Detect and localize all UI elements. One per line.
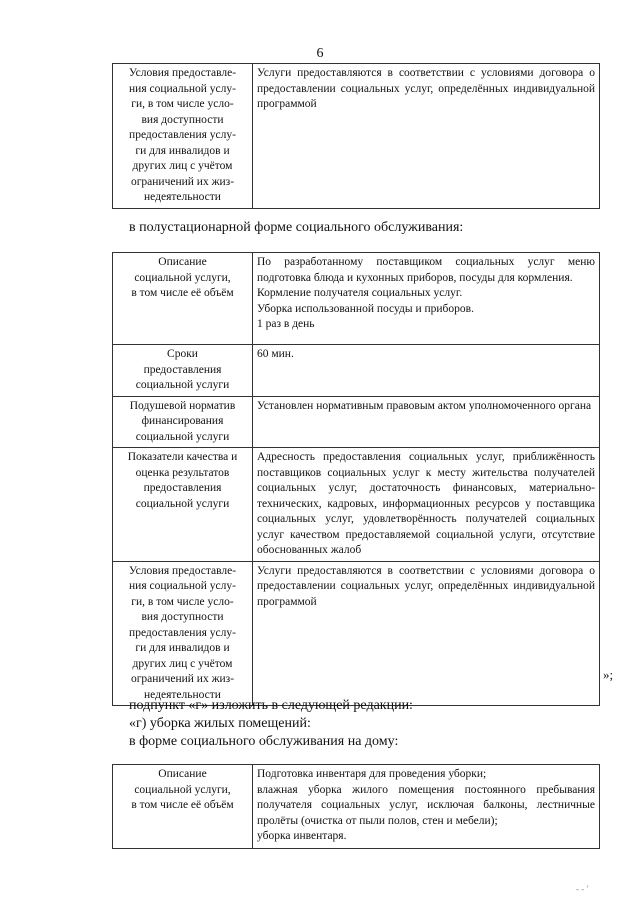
description-line: уборка инвентаря. [257, 830, 347, 842]
label-line: Сроки [167, 348, 198, 360]
label-line: Описание [158, 768, 207, 780]
label-line: других лиц с учётом [132, 160, 233, 172]
terms-label [113, 345, 253, 397]
table-row [113, 345, 600, 397]
label-line: ги, в том числе усло- [131, 98, 234, 110]
conditions-label [113, 561, 253, 706]
description-line: Подготовка инвентаря для проведения уборки; [257, 768, 487, 780]
quality-label [113, 448, 253, 562]
label-line: финансирования [141, 415, 224, 427]
terms-value: 60 мин. [253, 345, 600, 397]
amendment-line: «г) уборка жилых помещений: [129, 716, 311, 731]
label-line: ги для инвалидов и [135, 144, 230, 157]
semi-stationary-table [112, 252, 600, 706]
financing-label [113, 396, 253, 448]
conditions-text: Услуги предоставляются в соответствии с условиями договора о предоставлении социальных услуг, определённых индивидуальной программой [253, 561, 600, 706]
table-row [113, 64, 600, 209]
description-line: По разработанному поставщиком социальных услуг меню подготовка блюда и кухонных приборов, посуды для кормления. [257, 256, 595, 284]
label-line: социальной услуги [135, 430, 230, 443]
label-line: предоставления услу- [129, 626, 236, 639]
label-line: Условия предоставле- [128, 564, 237, 577]
page-number: 6 [316, 46, 324, 61]
description-text [253, 253, 600, 345]
semi-stationary-heading: в полустационарной форме социального обслуживания: [129, 220, 464, 235]
label-line: ги для инвалидов и [135, 642, 230, 654]
description-line: 1 раз в день [257, 318, 315, 330]
label-line: социальной услуги, [134, 271, 231, 284]
label-line: предоставления [143, 363, 222, 376]
label-line: вия доступности [141, 113, 224, 126]
description-line: Кормление получателя социальных услуг. [257, 287, 463, 299]
label-line: предоставления [143, 482, 222, 494]
conditions-label [113, 64, 253, 209]
label-line: в том числе её объём [131, 799, 234, 811]
amendment-line: в форме социального обслуживания на дому: [129, 734, 399, 749]
label-line: Показатели качества и [127, 451, 238, 463]
label-line: социальной услуги [135, 379, 230, 391]
home-description-text [253, 765, 600, 849]
table-row [113, 561, 600, 706]
description-line: влажная уборка жилого помещения постоянного пребывания получателя социальных услуг, исключая балконы, лестничные пролёты (очистка от пыли полов, стен и мебели); [257, 783, 595, 827]
label-line: недеятельности [144, 688, 221, 701]
home-service-table [112, 764, 600, 849]
label-line: ги, в том числе усло- [131, 595, 234, 608]
quality-text: Адресность предоставления социальных услуг, приближённость поставщиков социальных услуг к месту жительства получателей социальных услуг, достаточность финансовых, материально-технических, кадровых, информационных ресурсов у поставщика социальных услуг, удовлетворённость получателей социальных услуг качеством предоставляемой социальной услуги, отсутствие обоснованных жалоб [253, 448, 600, 562]
label-line: социальной услуги, [134, 783, 231, 796]
conditions-text: Услуги предоставляются в соответствии с условиями договора о предоставлении социальных услуг, определённых индивидуальной программой [253, 64, 600, 209]
description-label [113, 765, 253, 849]
description-line: Уборка использованной посуды и приборов. [257, 302, 474, 315]
label-line: оценка результатов [135, 466, 230, 479]
label-line: ограничений их жиз- [130, 175, 235, 188]
conditions-table [112, 63, 600, 209]
table-row [113, 253, 600, 345]
description-label [113, 253, 253, 345]
label-line: предоставления услу- [129, 129, 236, 141]
label-line: Условия предоставле- [128, 67, 237, 79]
label-line: ограничений их жиз- [130, 673, 235, 685]
label-line: вия доступности [141, 611, 224, 623]
table-row [113, 765, 600, 849]
label-line: Подушевой норматив [129, 399, 236, 412]
financing-text: Установлен нормативным правовым актом уполномоченного органа [253, 396, 600, 448]
label-line: социальной услуги [135, 497, 230, 510]
label-line: ния социальной услу- [129, 82, 236, 95]
label-line: Описание [158, 256, 207, 268]
table-row [113, 396, 600, 448]
amendment-line: подпункт «г» изложить в следующей редакции: [129, 698, 413, 713]
label-line: недеятельности [144, 191, 221, 203]
closing-quote: »; [603, 667, 614, 682]
table-row [113, 448, 600, 562]
label-line: в том числе её объём [131, 287, 234, 299]
label-line: ния социальной услу- [129, 580, 236, 592]
label-line: других лиц с учётом [132, 657, 233, 670]
corner-mark: - - ' [576, 884, 589, 894]
